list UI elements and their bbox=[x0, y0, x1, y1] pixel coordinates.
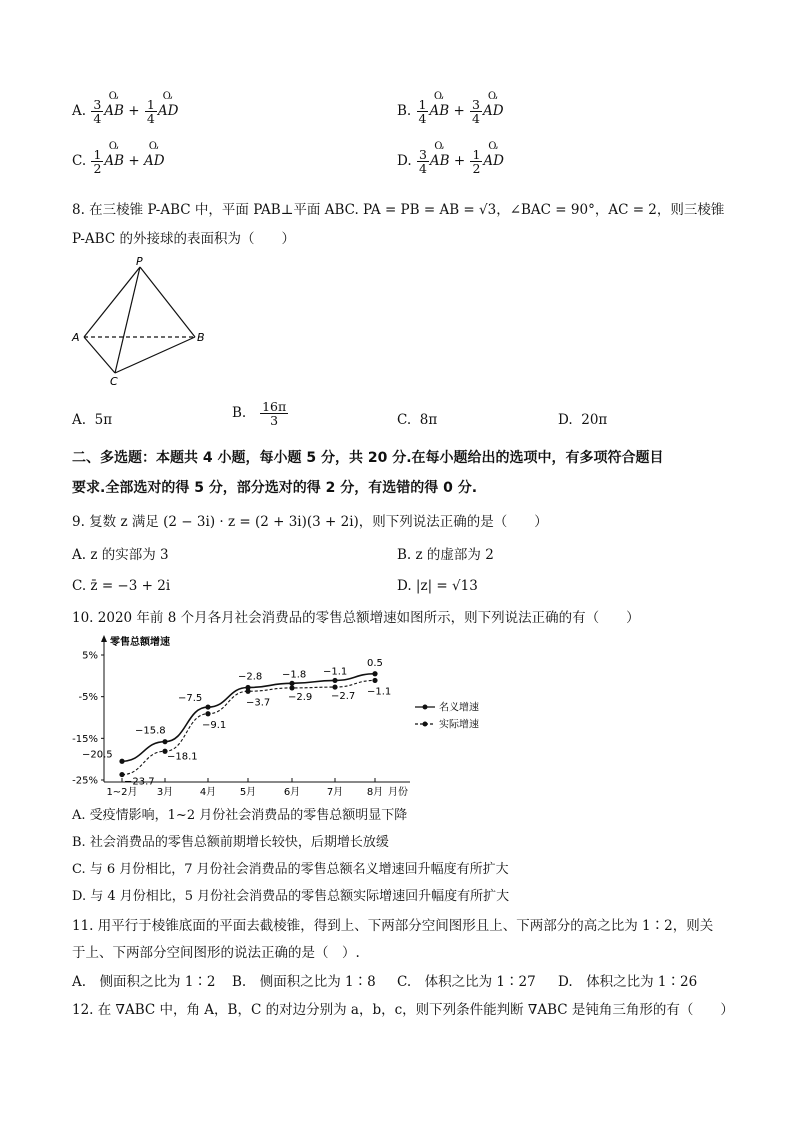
data-label: −2.8 bbox=[238, 671, 263, 683]
q9-stem: 9. 复数 z 满足 (2 − 3i) · z = (2 + 3i)(3 + 2i)，则下列说法正确的是（ ） bbox=[72, 514, 548, 530]
data-label: −1.8 bbox=[282, 669, 307, 681]
data-label: −7.5 bbox=[178, 693, 203, 705]
growth-rate-chart bbox=[70, 632, 490, 800]
q10-option-a[interactable]: A. 受疫情影响，1~2 月份社会消费品的零售总额明显下降 bbox=[72, 808, 408, 823]
edge-bc bbox=[115, 337, 195, 373]
data-point bbox=[332, 684, 337, 689]
vector-ad: Ⴍ AD bbox=[483, 153, 504, 169]
q11-stem-line1: 11. 用平行于棱锥底面的平面去截棱锥，得到上、下两部分空间图形且上、下两部分的高之比为 1∶2，则关 bbox=[72, 918, 714, 934]
y-tick-label: -25% bbox=[72, 775, 98, 787]
y-axis-arrow bbox=[101, 635, 107, 642]
y-tick-label: -15% bbox=[72, 733, 98, 745]
x-tick-label: 5月 bbox=[239, 787, 257, 798]
x-tick-label: 7月 bbox=[326, 787, 344, 798]
q8-stem-line1: 8. 在三棱锥 P-ABC 中，平面 PAB⊥平面 ABC. PA = PB = AB = √3，∠BAC = 90°，AC = 2，则三棱锥 bbox=[72, 202, 725, 218]
q8-option-a[interactable]: A. 5π bbox=[72, 412, 113, 428]
legend-marker bbox=[423, 705, 428, 710]
option-letter: D. bbox=[397, 153, 412, 170]
q8-stem-line2: P-ABC 的外接球的表面积为（ ） bbox=[72, 231, 295, 247]
vector-ad: Ⴍ AD bbox=[483, 103, 504, 119]
vector-ab: Ⴍ AB bbox=[430, 153, 450, 169]
data-point bbox=[289, 685, 294, 690]
x-tick-label: 6月 bbox=[283, 787, 301, 798]
q10-option-b[interactable]: B. 社会消费品的零售总额前期增长较快，后期增长放缓 bbox=[72, 835, 389, 850]
data-point bbox=[119, 759, 124, 764]
vector-ad: Ⴍ AD bbox=[144, 153, 165, 169]
q10-stem: 10. 2020 年前 8 个月各月社会消费品的零售总额增速如图所示，则下列说法正确的有（ ） bbox=[72, 610, 640, 626]
x-tick-label: 4月 bbox=[199, 787, 217, 798]
fraction: $\frac{16\pi}{3}$ bbox=[262, 399, 287, 429]
q11-stem-line2: 于上、下两部分空间图形的说法正确的是（ ）. bbox=[72, 945, 360, 961]
vector-ab: Ⴍ AB bbox=[429, 103, 449, 119]
data-point bbox=[332, 678, 337, 683]
x-tick-label: 1~2月 bbox=[106, 787, 138, 798]
data-point bbox=[245, 689, 250, 694]
fraction: $\frac{1}{2}$ bbox=[93, 147, 102, 177]
data-label: 0.5 bbox=[367, 657, 383, 669]
y-tick-label: 5% bbox=[82, 650, 98, 662]
data-label: −9.1 bbox=[202, 719, 227, 731]
fraction: $\frac{3}{4}$ bbox=[418, 147, 427, 177]
q8-option-b[interactable]: B. $\frac{16\pi}{3}$ bbox=[232, 399, 287, 429]
q8-option-d[interactable]: D. 20π bbox=[558, 412, 608, 428]
data-label: −23.7 bbox=[124, 776, 155, 788]
data-label: −1.1 bbox=[367, 686, 392, 698]
section-heading-line1: 二、多选题：本题共 4 小题，每小题 5 分，共 20 分.在每小题给出的选项中，有多项符合题目 bbox=[72, 450, 664, 466]
data-point bbox=[205, 711, 210, 716]
q9-option-c[interactable]: C. z̄ = −3 + 2i bbox=[72, 578, 171, 594]
q9-option-d[interactable]: D. |z| = √13 bbox=[397, 578, 478, 594]
legend-label: 实际增速 bbox=[439, 719, 479, 731]
vertex-b-label: B bbox=[197, 331, 205, 344]
data-point bbox=[289, 681, 294, 686]
data-label: −3.7 bbox=[246, 697, 271, 709]
option-letter: A. bbox=[72, 103, 87, 120]
vertex-a-label: A bbox=[72, 331, 80, 344]
q7-option-b[interactable]: B. $\frac{1}{4}$ Ⴍ AB + $\frac{3}{4}$ Ⴍ AD bbox=[397, 98, 504, 125]
edge-ac bbox=[84, 337, 115, 373]
q10-option-d[interactable]: D. 与 4 月份相比，5 月份社会消费品的零售总额实际增速回升幅度有所扩大 bbox=[72, 889, 510, 904]
q8-option-c[interactable]: C. 8π bbox=[397, 412, 438, 428]
x-tick-label: 3月 bbox=[156, 787, 174, 798]
q11-option-d[interactable]: D. 体积之比为 1∶26 bbox=[558, 974, 698, 990]
vector-ab: Ⴍ AB bbox=[104, 103, 124, 119]
legend-marker bbox=[423, 722, 428, 727]
data-point bbox=[162, 739, 167, 744]
x-axis-label: 月份 bbox=[388, 787, 408, 798]
vector-ab: Ⴍ AB bbox=[104, 153, 124, 169]
fraction: $\frac{3}{4}$ bbox=[93, 97, 102, 127]
fraction: $\frac{1}{4}$ bbox=[146, 97, 155, 127]
fraction: $\frac{1}{4}$ bbox=[418, 97, 427, 127]
legend-label: 名义增速 bbox=[439, 702, 479, 714]
q10-option-c[interactable]: C. 与 6 月份相比，7 月份社会消费品的零售总额名义增速回升幅度有所扩大 bbox=[72, 862, 509, 877]
q11-option-a[interactable]: A. 侧面积之比为 1∶2 bbox=[72, 974, 216, 990]
vertex-c-label: C bbox=[110, 375, 118, 388]
vector-ad: Ⴍ AD bbox=[158, 103, 179, 119]
data-label: −1.1 bbox=[323, 666, 348, 678]
data-label: −15.8 bbox=[135, 725, 166, 737]
vertex-p-label: P bbox=[136, 255, 143, 268]
q9-option-b[interactable]: B. z 的虚部为 2 bbox=[397, 547, 494, 563]
data-point bbox=[205, 704, 210, 709]
q9-option-a[interactable]: A. z 的实部为 3 bbox=[72, 547, 169, 563]
q7-option-c[interactable]: C. $\frac{1}{2}$ Ⴍ AB + Ⴍ AD bbox=[72, 148, 165, 175]
q11-option-b[interactable]: B. 侧面积之比为 1∶8 bbox=[232, 974, 376, 990]
q7-option-d[interactable]: D. $\frac{3}{4}$ Ⴍ AB + $\frac{1}{2}$ Ⴍ AD bbox=[397, 148, 504, 175]
q11-option-c[interactable]: C. 体积之比为 1∶27 bbox=[397, 974, 536, 990]
data-point bbox=[372, 678, 377, 683]
q12-stem: 12. 在 ∇ABC 中，角 A，B，C 的对边分别为 a，b，c，则下列条件能判断 ∇ABC 是钝角三角形的有（ ） bbox=[72, 1002, 734, 1018]
x-tick-label: 8月 bbox=[366, 787, 384, 798]
chart-title: 零售总额增速 bbox=[110, 637, 170, 648]
edge-pb bbox=[140, 267, 195, 337]
data-label: −18.1 bbox=[167, 751, 198, 763]
data-label: −2.9 bbox=[288, 691, 313, 703]
fraction: $\frac{3}{4}$ bbox=[472, 97, 480, 127]
option-letter: C. bbox=[72, 153, 87, 170]
data-label: −20.5 bbox=[82, 749, 113, 761]
data-point bbox=[372, 671, 377, 676]
section-heading-line2: 要求.全部选对的得 5 分，部分选对的得 2 分，有选错的得 0 分. bbox=[72, 480, 478, 496]
data-label: −2.7 bbox=[331, 691, 356, 703]
q7-option-a[interactable]: A. $\frac{3}{4}$ Ⴍ AB + $\frac{1}{4}$ Ⴍ AD bbox=[72, 98, 178, 125]
y-tick-label: -5% bbox=[78, 692, 98, 704]
pyramid-diagram bbox=[70, 255, 215, 390]
option-letter: B. bbox=[397, 103, 412, 120]
fraction: $\frac{1}{2}$ bbox=[472, 147, 481, 177]
